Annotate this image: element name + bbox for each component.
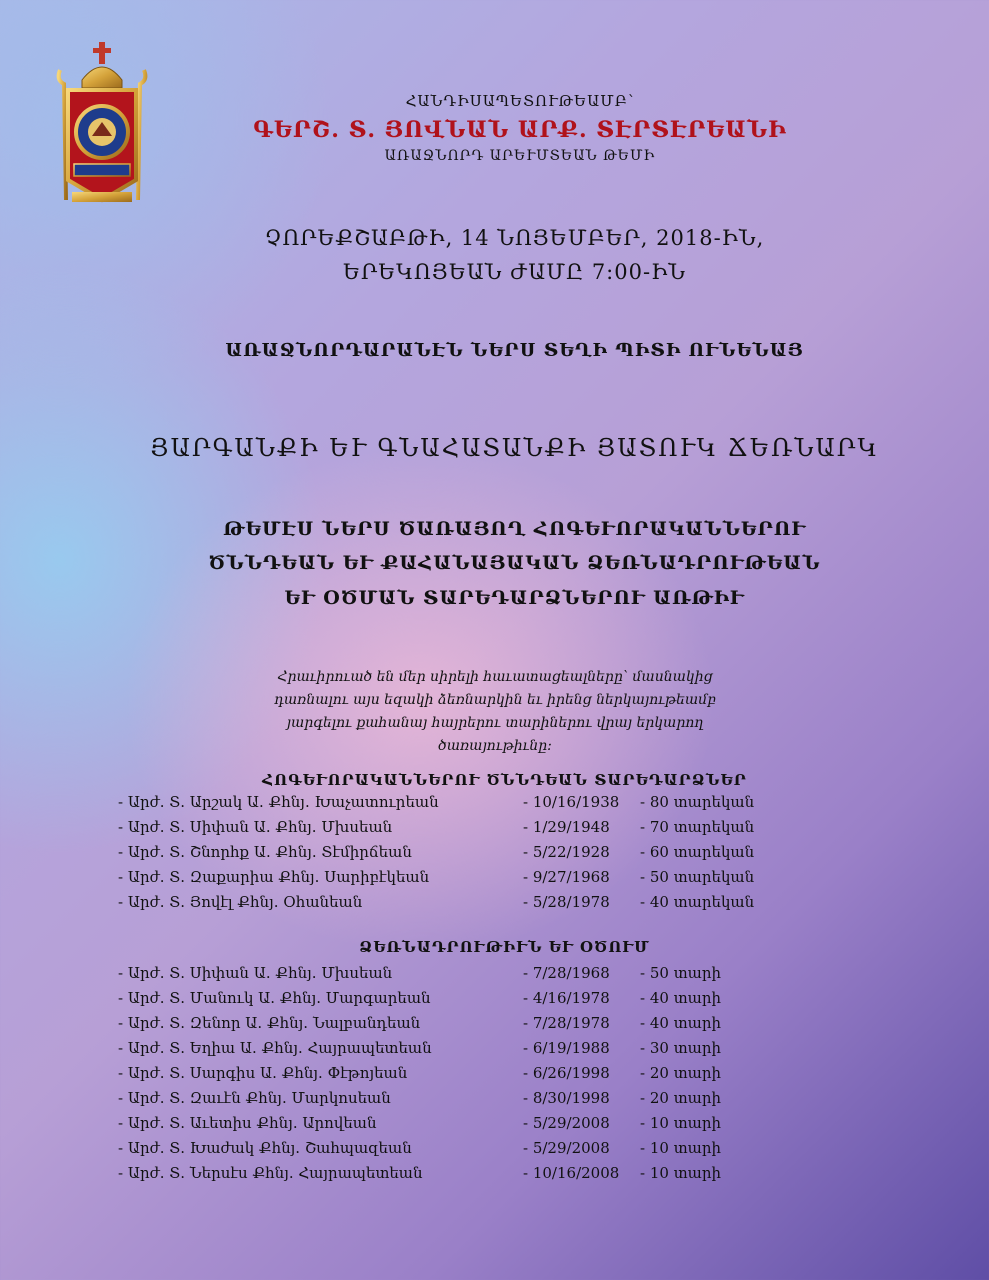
ordination-date: - 5/29/2008 <box>523 1114 610 1132</box>
priest-name: - Արժ. Տ. Յովէլ Քհնյ. Օհանեան <box>118 893 363 911</box>
event-title: ՅԱՐԳԱՆՔԻ ԵՒ ԳՆԱՀԱՏԱՆՔԻ ՅԱՏՈՒԿ ՃԵՌՆԱՐԿ <box>150 434 879 462</box>
ordination-date: - 8/30/1998 <box>523 1089 610 1107</box>
priest-name: - Արժ. Տ. Մանուկ Ա. Քհնյ. Մարգարեան <box>118 989 431 1007</box>
years: - 20 տարի <box>640 1089 722 1107</box>
event-place: ԱՌԱՋՆՈՐԴԱՐԱՆԷՆ ՆԵՐՍ ՏԵՂԻ ՊԻՏԻ ՈՒՆԵՆԱՅ <box>225 340 804 361</box>
years: - 40 տարի <box>640 1014 722 1032</box>
list-item <box>0 843 989 865</box>
years: - 40 տարի <box>640 989 722 1007</box>
priest-name: - Արժ. Տ. Սարգիս Ա. Քհնյ. Փէթոյեան <box>118 1064 408 1082</box>
list-item <box>0 1014 989 1036</box>
list-item <box>0 893 989 915</box>
ordination-date: - 10/16/2008 <box>523 1164 620 1182</box>
list-item <box>0 989 989 1011</box>
diocese-emblem-icon <box>52 40 152 212</box>
age: - 70 տարեկան <box>640 818 755 836</box>
header-prelate-name: ԳԵՐՇ. Տ. ՅՈՎՆԱՆ ԱՐՔ. ՏԷՐՏԷՐԵԱՆԻ <box>253 117 787 143</box>
age: - 80 տարեկան <box>640 793 755 811</box>
priest-name: - Արժ. Տ. Զաւէն Քհնյ. Մարկոսեան <box>118 1089 391 1107</box>
ordination-date: - 4/16/1978 <box>523 989 610 1007</box>
priest-name: - Արժ. Տ. Սիփան Ա. Քհնյ. Մխսեան <box>118 818 393 836</box>
ordination-date: - 7/28/1968 <box>523 964 610 982</box>
age: - 40 տարեկան <box>640 893 755 911</box>
list-item <box>0 793 989 815</box>
years: - 50 տարի <box>640 964 722 982</box>
list-item <box>0 1139 989 1161</box>
event-time: ԵՐԵԿՈՅԵԱՆ ԺԱՄԸ 7:00-ԻՆ <box>343 260 686 284</box>
years: - 10 տարի <box>640 1164 722 1182</box>
list-item <box>0 1114 989 1136</box>
event-subtitle-line: ԵՒ ՕԾՄԱՆ ՏԱՐԵԴԱՐՁՆԵՐՈՒ ԱՌԹԻՒ <box>284 587 745 609</box>
years: - 30 տարի <box>640 1039 722 1057</box>
list-item <box>0 1089 989 1111</box>
list-item <box>0 1039 989 1061</box>
birth-date: - 9/27/1968 <box>523 868 610 886</box>
priest-name: - Արժ. Տ. Եղիա Ա. Քհնյ. Հայրապետեան <box>118 1039 432 1057</box>
ordinations-heading: ՁԵՌՆԱԴՐՈՒԹԻՒՆ ԵՒ ՕԾՈՒՄ <box>359 938 650 956</box>
priest-name: - Արժ. Տ. Աւետիս Քհնյ. Արովեան <box>118 1114 377 1132</box>
ordination-date: - 7/28/1978 <box>523 1014 610 1032</box>
birth-date: - 1/29/1948 <box>523 818 610 836</box>
years: - 10 տարի <box>640 1114 722 1132</box>
years: - 20 տարի <box>640 1064 722 1082</box>
birth-date: - 10/16/1938 <box>523 793 620 811</box>
header-diocese: ԱՌԱՋՆՈՐԴ ԱՐԵՒՄՏԵԱՆ ԹԵՄԻ <box>384 148 656 164</box>
event-subtitle-line: ԾՆՆԴԵԱՆ ԵՒ ՔԱՀԱՆԱՅԱԿԱՆ ՁԵՌՆԱԴՐՈՒԹԵԱՆ <box>208 552 821 574</box>
priest-name: - Արժ. Տ. Ներսէս Քհնյ. Հայրապետեան <box>118 1164 423 1182</box>
ordination-date: - 5/29/2008 <box>523 1139 610 1157</box>
event-subtitle-line: ԹԵՄԷՍ ՆԵՐՍ ԾԱՌԱՅՈՂ ՀՈԳԵՒՈՐԱԿԱՆՆԵՐՈՒ <box>223 518 806 540</box>
list-item <box>0 818 989 840</box>
years: - 10 տարի <box>640 1139 722 1157</box>
list-item <box>0 868 989 890</box>
priest-name: - Արժ. Տ. Շնորհք Ա. Քհնյ. Տէմիրճեան <box>118 843 412 861</box>
birth-date: - 5/28/1978 <box>523 893 610 911</box>
priest-name: - Արժ. Տ. Զաքարիա Քհնյ. Սարիբէկեան <box>118 868 430 886</box>
list-item <box>0 1064 989 1086</box>
birth-date: - 5/22/1928 <box>523 843 610 861</box>
header-presidency: ՀԱՆԴԻՍԱՊԵՏՈՒԹԵԱՄԲ՝ <box>405 92 635 110</box>
invitation-text: Հրաւիրուած են մեր սիրելի հաւատացեալները՝ մասնակից դառնալու այս եզակի ձեռնարկին եւ իրենց ներկայութեամբ յարգելու քահանայ հայրերու տարիներու վրայ երկարող ծառայութիւնը: <box>274 669 716 754</box>
priest-name: - Արժ. Տ. Արշակ Ա. Քհնյ. Խաչատուրեան <box>118 793 439 811</box>
ordination-date: - 6/26/1998 <box>523 1064 610 1082</box>
priest-name: - Արժ. Տ. Սիփան Ա. Քհնյ. Մխսեան <box>118 964 393 982</box>
priest-name: - Արժ. Տ. Զենոր Ա. Քհնյ. Նալբանդեան <box>118 1014 421 1032</box>
age: - 60 տարեկան <box>640 843 755 861</box>
age: - 50 տարեկան <box>640 868 755 886</box>
ordination-date: - 6/19/1988 <box>523 1039 610 1057</box>
priest-name: - Արժ. Տ. Խաժակ Քհնյ. Շահպազեան <box>118 1139 412 1157</box>
birthdays-heading: ՀՈԳԵՒՈՐԱԿԱՆՆԵՐՈՒ ԾՆՆԴԵԱՆ ՏԱՐԵԴԱՐՁՆԵՐ <box>262 771 747 789</box>
list-item <box>0 1164 989 1186</box>
event-date: ՉՈՐԵՔՇԱԲԹԻ, 14 ՆՈՅԵՄԲԵՐ, 2018-ԻՆ, <box>264 226 765 250</box>
list-item <box>0 964 989 986</box>
